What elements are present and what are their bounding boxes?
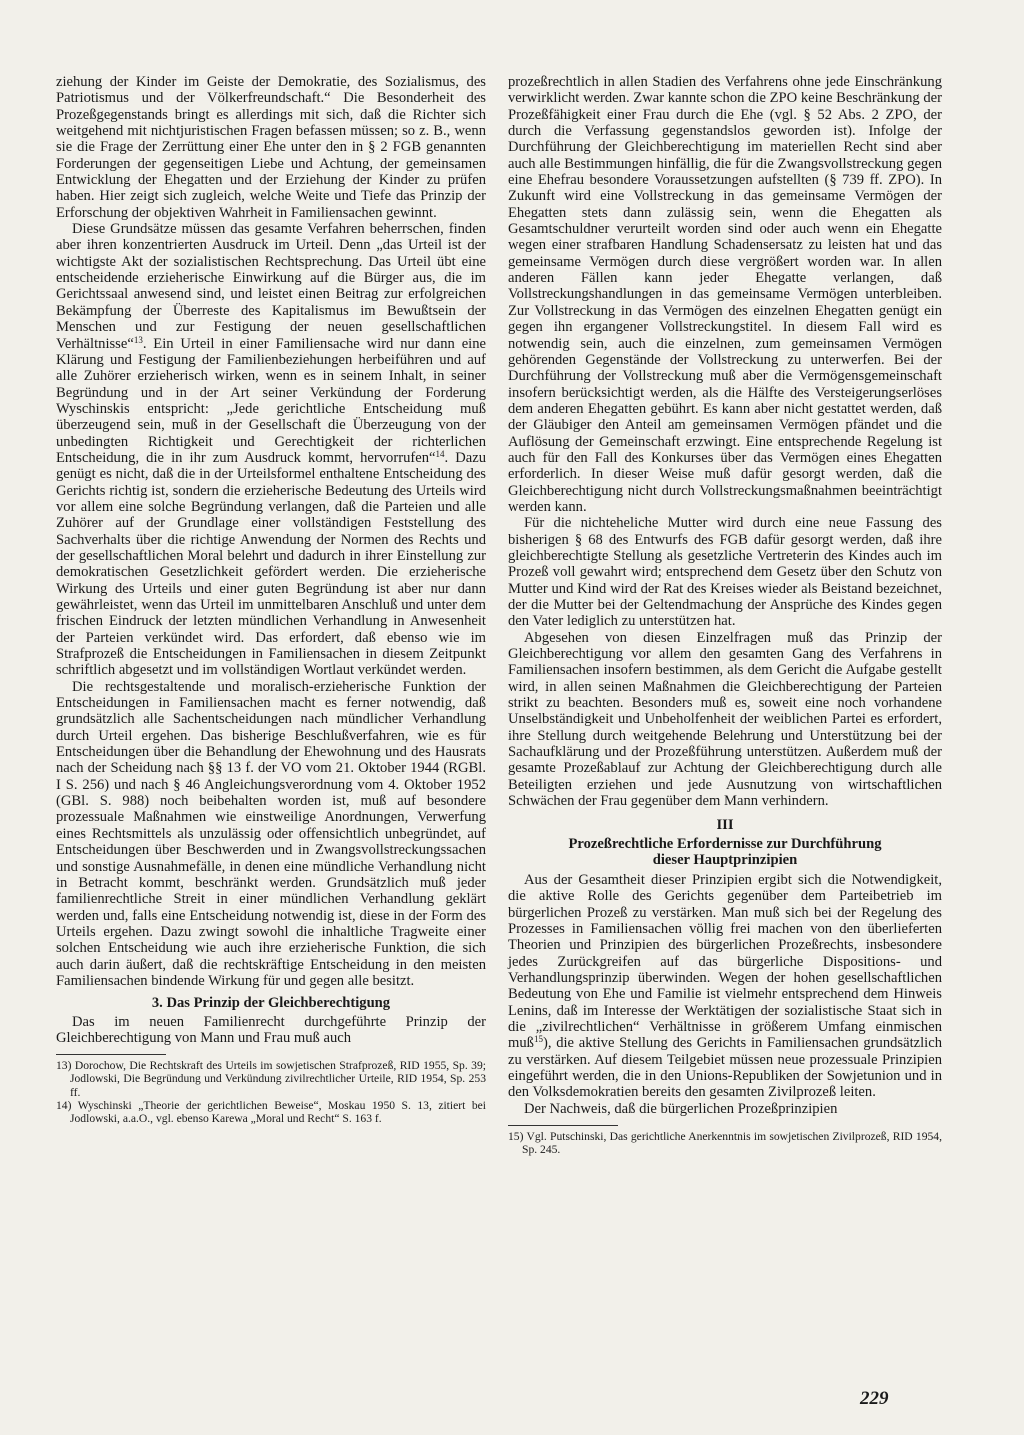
page-number: 229 (860, 1388, 889, 1409)
section-heading (508, 836, 942, 868)
footnote-ref: 15 (533, 1034, 543, 1045)
paragraph-text: . Dazu genügt es nicht, daß die in der Urteilsformel enthaltene Entscheidung des Gerichts richtig ist, sondern die erzieherische Bedeutung des Urteils wird vor allem eine solche Begründung verlangen, daß die Parteien und alle Zuhörer auf der Grundlage einer vollständigen Feststellung des Sachverhalts über die richtige Anwendung der Normen des Rechts und der gesellschaftlichen Moral belehrt und dadurch in ihrer Einstellung zur demokratischen Gesetzlichkeit gefördert werden. Die erzieherische Wirkung des Urteils und einer guten Begründung ist aber nur dann gewährleistet, wenn das Urteil im unmittelbaren Anschluß und unter dem frischen Eindruck der letzten mündlichen Verhandlung in Anwesenheit der Parteien verkündet wird. Das erfordert, daß ebenso wie im Strafprozeß die Entscheidungen in Familiensachen in diesem Zeitpunkt schriftlich abgesetzt und im vollständigen Wortlaut verkündet werden. (56, 449, 487, 679)
footnote: 13) Dorochow, Die Rechtskraft des Urteils im sowjetischen Strafprozeß, RID 1955, Sp. 39; Jodlowski, Die Begründung und Verkündung zivilrechtlicher Urteile, RID 1954, Sp. 253 ff. (56, 1059, 486, 1099)
paragraph-text: ), die aktive Stellung des Gerichts in Familiensachen grundsätzlich zu verstärken. Auf diesem Teilgebiet müssen neue prozessuale Prinzipien eingeführt werden, die in den Unions-Republiken der Sowjetunion und in den Volksdemokratien bereits den gesamten Zivilprozeß leiten. (508, 1035, 942, 1101)
paragraph: ziehung der Kinder im Geiste der Demokratie, des Sozialismus, des Patriotismus und der Völkerfreundschaft.“ Die Besonderheit des Prozeßgegenstands bringt es allerdings mit sich, daß die Richter sich weitgehend mit nichtjuristischen Fragen befassen müssen; so z. B., wenn sie die Frage der Zerrüttung einer Ehe unter den in § 2 FGB genannten Forderungen der gegenseitigen Liebe und Achtung, der gemeinsamen Entwicklung der Ehegatten und der Erziehung der Kinder zu prüfen haben. Hier zeigt sich zugleich, welche Weite und Tiefe das Prinzip der Erforschung der objektiven Wahrheit in Familiensachen gewinnt. (56, 74, 486, 221)
footnote-ref: 14 (435, 448, 445, 459)
footnote-divider (56, 1054, 166, 1055)
paragraph: Die rechtsgestaltende und moralisch-erzieherische Funktion der Entscheidungen in Familiensachen macht es ferner notwendig, daß grundsätzlich alle Sachentscheidungen nach mündlicher Verhandlung durch Urteil ergehen. Das bisherige Beschlußverfahren, wie es für Entscheidungen über die Behandlung der Ehewohnung und des Hausrats nach der Scheidung nach §§ 13 f. der VO vom 21. Oktober 1944 (RGBl. I S. 256) und nach § 46 Angleichungsverordnung vom 4. Oktober 1952 (GBl. S. 988) noch beibehalten worden ist, muß auf besondere prozessuale Maßnahmen wie einstweilige Anordnungen, Verwerfung eines Rechtsmittels als unzulässig oder offensichtlich unbegründet, auf Entscheidungen über Beschwerden und in Zwangsvollstreckungssachen und sonstige Ausnahmefälle, in denen eine mündliche Verhandlung nicht in Betracht kommt, beschränkt werden. Grundsätzlich muß jeder familienrechtliche Streit in einer mündlichen Verhandlung geklärt werden und, falls eine Entscheidung notwendig ist, diese in der Form des Urteils ergehen. Dazu zwingt sowohl die inhaltliche Tragweite einer solchen Entscheidung wie auch ihre erzieherische Funktion, die sich auch darin äußert, daß die rechtskräftige Entscheidung in den meisten Familiensachen bindende Wirkung für und gegen alle besitzt. (56, 678, 486, 989)
paragraph: Das im neuen Familienrecht durchgeführte Prinzip der Gleichberechtigung von Mann und Frau muß auch (56, 1013, 486, 1046)
paragraph (508, 872, 942, 1101)
paragraph-text: . Ein Urteil in einer Familiensache wird nur dann eine Klärung und Festigung der Familienbeziehungen herbeiführen und auf alle Zuhörer erzieherisch wirken, wenn es in seinem Inhalt, in seiner Begründung und in der Art seiner Verkündung der Forderung Wyschinskis entspricht: „Jede gerichtliche Entscheidung muß überzeugend sein, muß in der Gesellschaft die Überzeugung von der unbedingten Richtigkeit und Gerechtigkeit der richterlichen Entscheidung, die in ihr zum Ausdruck kommt, hervorrufen“ (56, 335, 486, 466)
left-column (56, 74, 486, 1125)
footnote: 15) Vgl. Putschinski, Das gerichtliche Anerkenntnis im sowjetischen Zivilprozeß, RID 1954, Sp. 245. (508, 1129, 942, 1157)
paragraph: Der Nachweis, daß die bürgerlichen Prozeßprinzipien (524, 1100, 838, 1117)
footnote: 14) Wyschinski „Theorie der gerichtlichen Beweise“, Moskau 1950 S. 13, zitiert bei Jodlowski, a.a.O., vgl. ebenso Karewa „Moral und Recht“ S. 163 f. (56, 1098, 486, 1126)
paragraph: prozeßrechtlich in allen Stadien des Verfahrens ohne jede Einschränkung verwirklicht werden. Zwar kannte schon die ZPO keine Beschränkung der Prozeßfähigkeit einer Frau durch die Ehe (vgl. § 52 Abs. 2 ZPO, der durch die Verfassung gegenstandslos geworden ist). Infolge der Durchführung der Gleichberechtigung im materiellen Recht sind aber auch alle Bestimmungen hinfällig, die für die Zwangsvollstreckung gegen eine Ehefrau besondere Voraussetzungen aufstellten (§ 739 ff. ZPO). In Zukunft wird eine Vollstreckung in das gemeinsame Vermögen der Ehegatten stets dann zulässig sein, wenn die Ehegatten als Gesamtschuldner verurteilt worden sind oder auch wenn ein Ehegatte wegen einer strafbaren Handlung Schadensersatz zu leisten hat und das gemeinsame Vermögen durch diese vergrößert worden war. In allen anderen Fällen kann jeder Ehegatte verlangen, daß Vollstreckungshandlungen in das gemeinsame Vermögen unterbleiben. Zur Vollstreckung in das Vermögen des einzelnen Ehegatten genügt ein gegen ihn ergangener Vollstreckungstitel. In diesem Fall wird es notwendig sein, auch die einzelnen, zum gemeinsamen Vermögen gehörenden Gegenstände der Vollstreckung zu unterwerfen. Bei der Durchführung der Vollstreckung muß aber die Vermögensgemeinschaft insofern berücksichtigt werden, als die Hälfte des Versteigerungserlöses dem anderen Ehegatten gebührt. Es kann aber nicht gestattet werden, daß der Gläubiger den Anteil am gemeinsamen Vermögen pfändet und die Auflösung der Gemeinschaft erzwingt. Eine entsprechende Regelung ist auch für den Fall des Konkurses über das Vermögen eines Ehegatten erforderlich. In dieser Weise muß dafür gesorgt werden, daß die Gleichberechtigung nicht durch Vollstreckungsmaßnahmen beeinträchtigt werden kann. (508, 74, 942, 515)
footnote-divider (508, 1125, 618, 1126)
paragraph: Abgesehen von diesen Einzelfragen muß das Prinzip der Gleichberechtigung vor allem den gesamten Gang des Verfahrens in Familiensachen insofern bestimmen, als dem Gericht die Aufgabe gestellt wird, in allen seinen Maßnahmen die Gleichberechtigung der Parteien strikt zu beachten. Besonders muß es, soweit eine noch vorhandene Unselbständigkeit und Unbeholfenheit der weiblichen Partei es erfordert, ihre Stellung durch weitgehende Belehrung und Unterstützung bei der Sachaufklärung und der Prozeßführung unterstützen. Außerdem muß der gesamte Prozeßablauf zur Achtung der Gleichberechtigung durch alle Beteiligten erziehen und jede Ausnutzung von wirtschaftlichen Schwächen der Frau gegenüber dem Mann verhindern. (508, 629, 942, 810)
right-column (508, 74, 942, 1156)
paragraph-text: Diese Grundsätze müssen das gesamte Verfahren beherrschen, finden aber ihren konzentrierten Ausdruck im Urteil. Denn „das Urteil ist der wichtigste Akt der sozialistischen Rechtsprechung. Das Urteil übt eine entscheidende erzieherische Einwirkung auf die Bürger aus, die im Gerichtssaal anwesend sind, und leistet einen Beitrag zur erfolgreichen Bekämpfung der Überreste des Kapitalismus im Bewußtsein der Menschen und zur Festigung der neuen gesellschaftlichen Verhältnisse“ (56, 221, 486, 352)
section-heading-line: Prozeßrechtliche Erfordernisse zur Durchführung (568, 835, 882, 852)
footnote-ref: 13 (133, 334, 143, 345)
paragraph-text: Aus der Gesamtheit dieser Prinzipien ergibt sich die Notwendigkeit, die aktive Rolle des Gerichts gegenüber dem Parteibetrieb im bürgerlichen Prozeß zu verstärken. Man muß sich bei der Regelung des Prozesses in Familiensachen völlig frei machen von den überlieferten Theorien und Prinzipien des bürgerlichen Prozeßrechts, insbesondere jedes Zurückgreifen auf das bürgerliche Dispositions- und Verhandlungsprinzip überwinden. Wegen der hohen gesellschaftlichen Bedeutung von Ehe und Familie ist vielmehr entsprechend dem Hinweis Lenins, daß im Interesse der Werktätigen der sozialistische Staat sich in die „zivilrechtlichen“ Verhältnisse in größerem Umfang einmischen muß (508, 871, 942, 1052)
paragraph: Für die nichteheliche Mutter wird durch eine neue Fassung des bisherigen § 68 des Entwurfs des FGB dafür gesorgt werden, daß ihre gleichberechtigte Stellung als gesetzliche Vertreterin des Kindes auch im Prozeß voll gewahrt wird; entsprechend dem Gesetz über den Schutz von Mutter und Kind wird der Rat des Kreises wieder als Beistand bezeichnet, der die Mutter bei der Geltendmachung der Ansprüche des Kindes gegen den Vater lediglich zu unterstützen hat. (508, 515, 942, 630)
section-number: III (716, 817, 734, 834)
paragraph (56, 221, 486, 679)
section-heading-line: dieser Hauptprinzipien (652, 851, 798, 868)
section-heading: 3. Das Prinzip der Gleichberechtigung (151, 995, 391, 1012)
